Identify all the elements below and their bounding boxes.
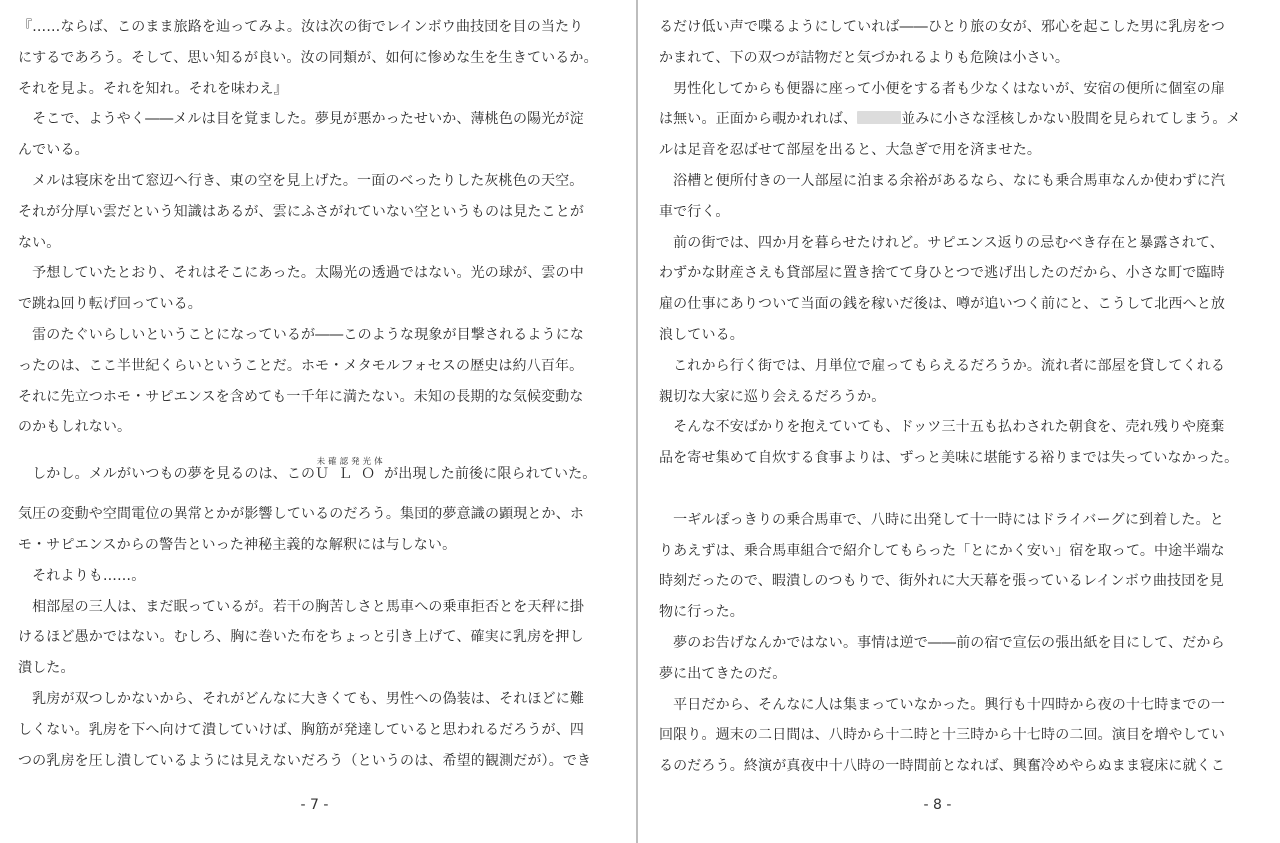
text-line: 前の街では、四か月を暮らせたけれど。サピエンス返りの忌むべき存在と暴露されて、 (659, 234, 1224, 251)
text-line: ったのは、ここ半世紀くらいということだ。ホモ・メタモルフォセスの歴史は約八百年。 (18, 357, 584, 374)
text-line: 品を寄せ集めて自炊する食事よりは、ずっと美味に堪能する裕りまでは失っていなかった。 (659, 450, 1239, 467)
text-line: 浪している。 (659, 326, 744, 343)
text-line: んでいる。 (18, 142, 89, 159)
text-line: 車で行く。 (659, 203, 730, 220)
text-line: 夢に出てきたのだ。 (659, 665, 787, 682)
text-line: 雇の仕事にありついて当面の銭を稼いだ後は、噂が追いつく前にと、こうして北西へと放 (659, 296, 1225, 313)
text-line: 一ギルぽっきりの乗合馬車で、八時に出発して十一時にはドライバーグに到着した。と (659, 511, 1224, 528)
text-line: 乳房が双つしかないから、それがどんなに大きくても、男性への偽装は、それほどに難 (18, 690, 584, 707)
text-line: ない。 (18, 234, 61, 251)
text-line: 物に行った。 (659, 604, 744, 621)
text-line: かまれて、下の双つが詰物だと気づかれるよりも危険は小さい。 (659, 49, 1070, 66)
text-line: メルは寝床を出て窓辺へ行き、東の空を見上げた。一面のべったりした灰桃色の天空。 (18, 172, 584, 189)
text-line: るだけ低い声で喋るようにしていれば――ひとり旅の女が、邪心を起こした男に乳房をつ (659, 19, 1225, 35)
text-line: しくない。乳房を下へ向けて潰していけば、胸筋が発達していると思われるだろうが、四 (18, 721, 584, 738)
text-line: 雷のたぐいらしいということになっているが――このような現象が目撃されるようにな (18, 326, 584, 343)
text-line: それを見よ。それを知れ。それを味わえ』 (18, 80, 288, 97)
text-line: けるほど愚かではない。むしろ、胸に巻いた布をちょっと引き上げて、確実に乳房を押し (18, 629, 584, 646)
text-line: 気圧の変動や空間電位の異常とかが影響しているのだろう。集団的夢意識の顕現とか、ホ (18, 506, 584, 523)
redacted-line (659, 104, 1270, 135)
text-line: それよりも……。 (18, 567, 146, 584)
text-line: つの乳房を圧し潰しているようには見えないだろう（というのは、希望的観測だが）。でき (18, 752, 592, 769)
text-line: それに先立つホモ・サピエンスを含めても一千年に満たない。未知の長期的な気候変動な (18, 388, 584, 405)
text-line: わずかな財産さえも貸部屋に置き捨てて身ひとつで逃げ出したのだから、小さな町で臨時 (659, 265, 1225, 282)
ulo-ruby-text: 未確認発光体 (315, 457, 385, 468)
text-line: 時刻だったので、暇潰しのつもりで、街外れに大天幕を張っているレインボウ曲技団を見 (659, 573, 1224, 590)
redaction-mark (857, 111, 901, 124)
left-page (0, 0, 637, 843)
right-page-text (659, 12, 1270, 782)
redacted-line-after: 並みに小さな淫核しかない股間を見られてしまう。メ (901, 111, 1241, 128)
text-line: 夢のお告げなんかではない。事情は逆で――前の宿で宣伝の張出紙を目にして、だから (659, 634, 1225, 651)
text-line: そこで、ようやく――メルは目を覚ました。夢見が悪かったせいか、薄桃色の陽光が淀 (18, 111, 584, 128)
left-page-text (18, 12, 631, 776)
text-line: 親切な大家に巡り会えるだろうか。 (659, 388, 886, 405)
text-line: そんな不安ばかりを抱えていても、ドッツ三十五も払わされた朝食を、売れ残りや廃棄 (659, 419, 1225, 436)
text-line: るのだろう。終演が真夜中十八時の一時間前となれば、興奮冷めやらぬまま寝床に就くこ (659, 758, 1225, 775)
blank-line (659, 474, 1270, 505)
text-line: 相部屋の三人は、まだ眠っているが。若干の胸苦しさと馬車への乗車拒否とを天秤に掛 (18, 598, 584, 615)
text-line: それが分厚い雲だという知識はあるが、雲にふさがれていない空というものは見たことが (18, 203, 584, 220)
text-line: 予想していたとおり、それはそこにあった。太陽光の透過ではない。光の球が、雲の中 (18, 265, 584, 282)
text-line: これから行く街では、月単位で雇ってもらえるだろうか。流れ者に部屋を貸してくれる (659, 357, 1225, 374)
ulo-ruby-line (18, 457, 631, 491)
text-line: 回限り。週末の二日間は、八時から十二時と十三時から十七時の二回。演目を増やしてい (659, 727, 1225, 744)
redacted-line-before: は無い。正面から覗かれれば、 (659, 111, 858, 128)
text-line: ルは足音を忍ばせて部屋を出ると、大急ぎで用を済ませた。 (659, 142, 1042, 159)
text-line: にするであろう。そして、思い知るが良い。汝の同類が、如何に惨めな生を生きているか。 (18, 49, 598, 66)
text-line: りあえずは、乗合馬車組合で紹介してもらった「とにかく安い」宿を取って。中途半端な (659, 542, 1225, 559)
page-divider (636, 0, 638, 843)
text-line: 男性化してからも便器に座って小便をする者も少なくはないが、安宿の便所に個室の扉 (659, 80, 1225, 97)
ulo-ruby-base: ＵＬＯ (315, 466, 385, 483)
text-line: 浴槽と便所付きの一人部屋に泊まる余裕があるなら、なにも乗合馬車なんか使わずに汽 (659, 172, 1225, 189)
text-line: のかもしれない。 (18, 419, 132, 436)
ulo-line-before: しかし。メルがいつもの夢を見るのは、この (18, 466, 316, 483)
text-line: 潰した。 (18, 660, 75, 677)
text-line: 『……ならば、このまま旅路を辿ってみよ。汝は次の街でレインボウ曲技団を目の当たり (18, 19, 584, 35)
right-page (639, 0, 1280, 843)
text-line: モ・サピエンスからの警告といった神秘主義的な解釈には与しない。 (18, 536, 457, 553)
ulo-line-after: が出現した前後に限られていた。 (384, 466, 597, 483)
text-line: 平日だから、そんなに人は集まっていなかった。興行も十四時から夜の十七時までの一 (659, 696, 1225, 713)
page-number: - 7 - (300, 797, 329, 813)
text-line: で跳ね回り転げ回っている。 (18, 296, 202, 313)
page-number: - 8 - (923, 797, 952, 813)
ulo-ruby (315, 457, 385, 483)
